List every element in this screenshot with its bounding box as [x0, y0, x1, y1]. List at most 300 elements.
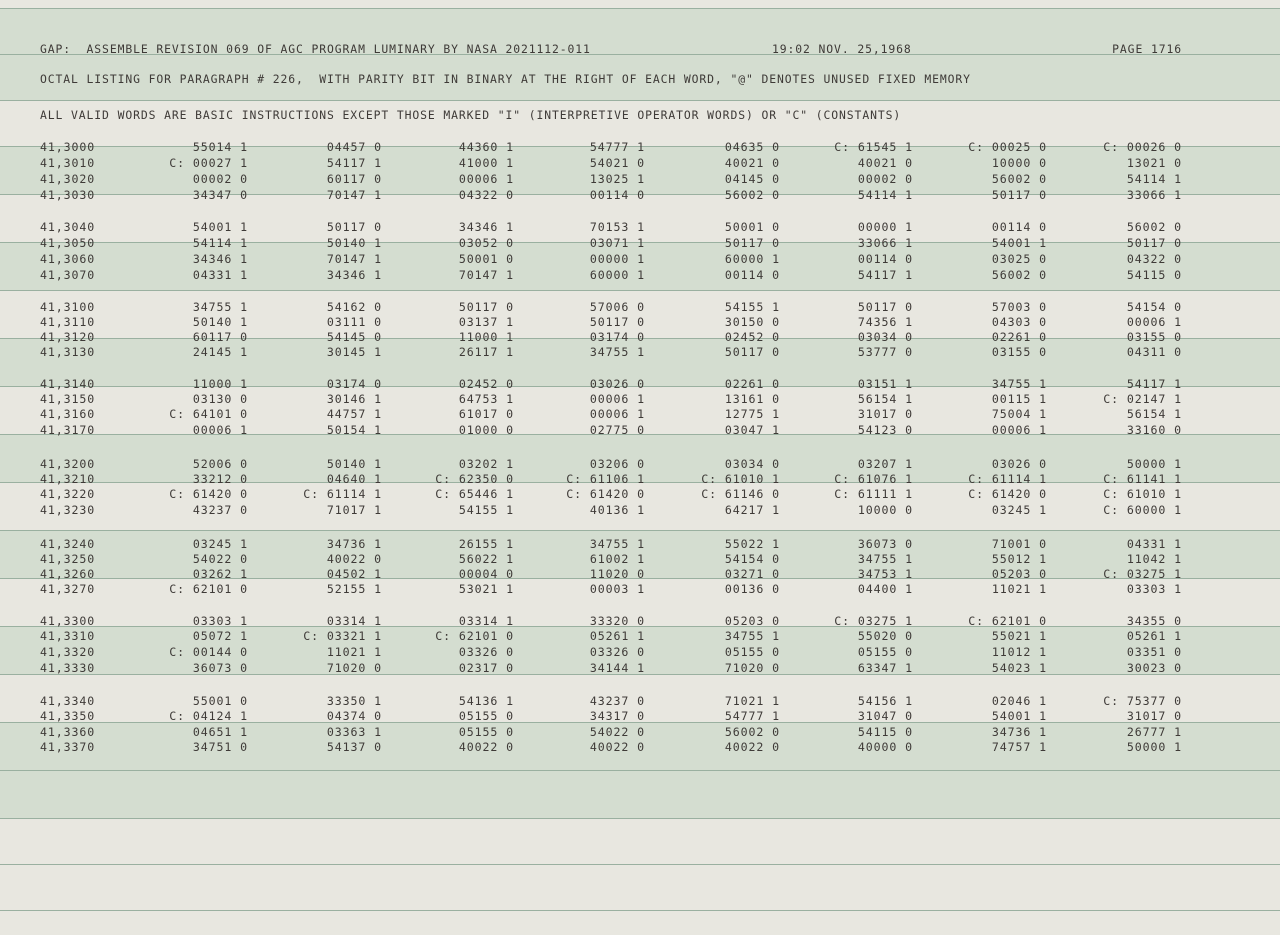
octal-word: C: 61545 1	[834, 140, 913, 154]
listing-row	[0, 220, 1280, 235]
rule-line	[0, 910, 1280, 911]
octal-word: 60000 1	[724, 252, 780, 266]
octal-word: 10000 0	[991, 156, 1047, 170]
octal-word: 71020 0	[724, 661, 780, 675]
octal-word: C: 61420 0	[169, 487, 248, 501]
octal-word: 70147 1	[326, 252, 382, 266]
octal-word: 63347 1	[857, 661, 913, 675]
listing-row	[0, 188, 1280, 203]
octal-word: C: 00025 0	[968, 140, 1047, 154]
octal-word: 55012 1	[991, 552, 1047, 566]
row-address: 41,3100	[40, 300, 96, 314]
row-address: 41,3330	[40, 661, 96, 675]
listing-row	[0, 582, 1280, 597]
octal-word: 12775 1	[724, 407, 780, 421]
octal-word: C: 61146 0	[701, 487, 780, 501]
listing-row	[0, 345, 1280, 360]
octal-word: 40000 0	[857, 740, 913, 754]
octal-word: 11000 1	[458, 330, 514, 344]
octal-word: 56022 1	[458, 552, 514, 566]
octal-word: 34347 0	[192, 188, 248, 202]
octal-word: 00006 1	[991, 423, 1047, 437]
octal-word: 43237 0	[192, 503, 248, 517]
octal-word: 00114 0	[857, 252, 913, 266]
listing-row	[0, 552, 1280, 567]
octal-word: 60117 0	[326, 172, 382, 186]
row-address: 41,3340	[40, 694, 96, 708]
row-address: 41,3150	[40, 392, 96, 406]
octal-word: 03303 1	[1126, 582, 1182, 596]
octal-word: 05155 0	[458, 709, 514, 723]
octal-word: 00006 1	[589, 392, 645, 406]
octal-word: 34736 1	[991, 725, 1047, 739]
octal-word: 33320 0	[589, 614, 645, 628]
octal-word: 40021 0	[724, 156, 780, 170]
octal-word: 10000 0	[857, 503, 913, 517]
octal-word: 54154 0	[724, 552, 780, 566]
octal-word: 03034 0	[857, 330, 913, 344]
octal-word: 30145 1	[326, 345, 382, 359]
row-address: 41,3370	[40, 740, 96, 754]
row-address: 41,3310	[40, 629, 96, 643]
octal-word: 03025 0	[991, 252, 1047, 266]
octal-word: 00003 1	[589, 582, 645, 596]
octal-word: 54154 0	[1126, 300, 1182, 314]
octal-word: 56002 0	[724, 188, 780, 202]
octal-word: C: 75377 0	[1103, 694, 1182, 708]
octal-word: C: 61111 1	[834, 487, 913, 501]
octal-word: 05155 0	[857, 645, 913, 659]
octal-word: 00114 0	[589, 188, 645, 202]
octal-word: 50001 0	[458, 252, 514, 266]
octal-word: 40021 0	[857, 156, 913, 170]
octal-word: 03155 0	[1126, 330, 1182, 344]
octal-word: 26777 1	[1126, 725, 1182, 739]
octal-word: 05203 0	[724, 614, 780, 628]
octal-word: 04331 1	[1126, 537, 1182, 551]
octal-word: 54115 0	[857, 725, 913, 739]
octal-word: 54155 1	[724, 300, 780, 314]
octal-word: 34736 1	[326, 537, 382, 551]
octal-word: 00115 1	[991, 392, 1047, 406]
octal-word: 03026 0	[589, 377, 645, 391]
listing-row	[0, 694, 1280, 709]
octal-word: C: 00027 1	[169, 156, 248, 170]
row-address: 41,3010	[40, 156, 96, 170]
row-address: 41,3360	[40, 725, 96, 739]
octal-word: 00114 0	[724, 268, 780, 282]
rule-line	[0, 530, 1280, 531]
row-address: 41,3320	[40, 645, 96, 659]
octal-word: 54155 1	[458, 503, 514, 517]
octal-word: 03174 0	[589, 330, 645, 344]
paper-band-17	[0, 818, 1280, 864]
octal-word: C: 03321 1	[303, 629, 382, 643]
octal-word: 02452 0	[458, 377, 514, 391]
octal-word: 00002 0	[857, 172, 913, 186]
octal-word: 00006 1	[458, 172, 514, 186]
octal-word: C: 61106 1	[566, 472, 645, 486]
listing-row	[0, 300, 1280, 315]
octal-word: C: 03275 1	[1103, 567, 1182, 581]
octal-word: 53021 1	[458, 582, 514, 596]
octal-word: 03047 1	[724, 423, 780, 437]
octal-word: 75004 1	[991, 407, 1047, 421]
octal-word: 54114 1	[857, 188, 913, 202]
octal-word: 33066 1	[1126, 188, 1182, 202]
octal-word: 02261 0	[991, 330, 1047, 344]
paper-band-18	[0, 864, 1280, 910]
octal-word: 44757 1	[326, 407, 382, 421]
row-address: 41,3140	[40, 377, 96, 391]
octal-word: 03151 1	[857, 377, 913, 391]
octal-word: 70153 1	[589, 220, 645, 234]
octal-word: 36073 0	[192, 661, 248, 675]
listing-row	[0, 567, 1280, 582]
octal-word: 50140 1	[326, 457, 382, 471]
listing-row	[0, 315, 1280, 330]
octal-word: C: 61141 1	[1103, 472, 1182, 486]
row-address: 41,3130	[40, 345, 96, 359]
octal-word: 04457 0	[326, 140, 382, 154]
octal-word: 24145 1	[192, 345, 248, 359]
octal-word: 30150 0	[724, 315, 780, 329]
octal-word: 71001 0	[991, 537, 1047, 551]
header-timestamp: 19:02 NOV. 25,1968	[772, 42, 912, 56]
octal-word: 55020 0	[857, 629, 913, 643]
octal-word: 05203 0	[991, 567, 1047, 581]
octal-word: C: 64101 0	[169, 407, 248, 421]
octal-word: 11000 1	[192, 377, 248, 391]
rule-line	[0, 770, 1280, 771]
octal-word: 03026 0	[991, 457, 1047, 471]
octal-word: 04145 0	[724, 172, 780, 186]
octal-word: 50117 0	[589, 315, 645, 329]
octal-word: 74757 1	[991, 740, 1047, 754]
header-octal-listing-note: OCTAL LISTING FOR PARAGRAPH # 226, WITH PARITY BIT IN BINARY AT THE RIGHT OF EACH WORD, "@" DENOTES UNUSED FIXED MEMORY	[40, 72, 971, 86]
octal-word: 02261 0	[724, 377, 780, 391]
listing-row	[0, 252, 1280, 267]
octal-word: C: 61420 0	[968, 487, 1047, 501]
octal-word: 11020 0	[589, 567, 645, 581]
listing-row	[0, 236, 1280, 251]
octal-word: C: 00144 0	[169, 645, 248, 659]
octal-word: C: 60000 1	[1103, 503, 1182, 517]
octal-word: 34346 1	[458, 220, 514, 234]
octal-word: 54021 0	[589, 156, 645, 170]
octal-word: 34755 1	[857, 552, 913, 566]
octal-word: C: 00026 0	[1103, 140, 1182, 154]
octal-word: 00006 1	[589, 407, 645, 421]
octal-word: 03207 1	[857, 457, 913, 471]
octal-word: 00000 1	[857, 220, 913, 234]
octal-word: 54001 1	[991, 709, 1047, 723]
octal-word: 03137 1	[458, 315, 514, 329]
octal-word: 30023 0	[1126, 661, 1182, 675]
octal-word: 03314 1	[326, 614, 382, 628]
octal-word: 57003 0	[991, 300, 1047, 314]
octal-word: 34755 1	[192, 300, 248, 314]
header-valid-words-note: ALL VALID WORDS ARE BASIC INSTRUCTIONS EXCEPT THOSE MARKED "I" (INTERPRETIVE OPERATOR WORDS) OR "C" (CONSTANTS)	[40, 108, 902, 122]
octal-word: 50000 1	[1126, 457, 1182, 471]
octal-word: 52155 1	[326, 582, 382, 596]
octal-word: 04311 0	[1126, 345, 1182, 359]
octal-word: 60000 1	[589, 268, 645, 282]
octal-word: 50140 1	[326, 236, 382, 250]
octal-word: 50154 1	[326, 423, 382, 437]
octal-word: C: 61010 1	[701, 472, 780, 486]
octal-word: 54117 1	[1126, 377, 1182, 391]
header-page-number: PAGE 1716	[1112, 42, 1182, 56]
octal-word: C: 61114 1	[968, 472, 1047, 486]
octal-word: 57006 0	[589, 300, 645, 314]
octal-word: 03174 0	[326, 377, 382, 391]
octal-word: 56002 0	[991, 172, 1047, 186]
octal-word: 54777 1	[589, 140, 645, 154]
octal-word: 55021 1	[991, 629, 1047, 643]
octal-word: 50117 0	[1126, 236, 1182, 250]
octal-word: C: 03275 1	[834, 614, 913, 628]
octal-word: 26155 1	[458, 537, 514, 551]
listing-row	[0, 330, 1280, 345]
octal-word: 64753 1	[458, 392, 514, 406]
octal-word: 00004 0	[458, 567, 514, 581]
octal-word: C: 61114 1	[303, 487, 382, 501]
row-address: 41,3000	[40, 140, 96, 154]
octal-word: 50117 0	[857, 300, 913, 314]
octal-word: 13025 1	[589, 172, 645, 186]
rule-line	[0, 100, 1280, 101]
row-address: 41,3160	[40, 407, 96, 421]
octal-word: 36073 0	[857, 537, 913, 551]
octal-word: 71017 1	[326, 503, 382, 517]
row-address: 41,3300	[40, 614, 96, 628]
octal-word: 03326 0	[458, 645, 514, 659]
octal-word: 56002 0	[1126, 220, 1182, 234]
octal-word: 40022 0	[326, 552, 382, 566]
octal-word: 43237 0	[589, 694, 645, 708]
octal-word: 44360 1	[458, 140, 514, 154]
listing-row	[0, 709, 1280, 724]
octal-word: C: 62101 0	[968, 614, 1047, 628]
octal-word: 61017 0	[458, 407, 514, 421]
octal-word: 00006 1	[1126, 315, 1182, 329]
row-address: 41,3070	[40, 268, 96, 282]
octal-word: 03155 0	[991, 345, 1047, 359]
octal-word: 54123 0	[857, 423, 913, 437]
octal-word: 04502 1	[326, 567, 382, 581]
octal-word: 03130 0	[192, 392, 248, 406]
octal-word: 33350 1	[326, 694, 382, 708]
octal-word: 71020 0	[326, 661, 382, 675]
octal-word: 50000 1	[1126, 740, 1182, 754]
row-address: 41,3170	[40, 423, 96, 437]
listing-row	[0, 457, 1280, 472]
octal-word: 54114 1	[1126, 172, 1182, 186]
row-address: 41,3220	[40, 487, 96, 501]
rule-line	[0, 864, 1280, 865]
octal-word: 52006 0	[192, 457, 248, 471]
octal-word: 26117 1	[458, 345, 514, 359]
octal-word: 54156 1	[857, 694, 913, 708]
octal-word: 34346 1	[326, 268, 382, 282]
octal-word: 03303 1	[192, 614, 248, 628]
octal-word: 54137 0	[326, 740, 382, 754]
octal-word: 55022 1	[724, 537, 780, 551]
listing-row	[0, 537, 1280, 552]
octal-word: 41000 1	[458, 156, 514, 170]
listing-row	[0, 487, 1280, 502]
octal-word: 34144 1	[589, 661, 645, 675]
row-address: 41,3060	[40, 252, 96, 266]
row-address: 41,3030	[40, 188, 96, 202]
octal-word: 54022 0	[192, 552, 248, 566]
octal-word: 50117 0	[991, 188, 1047, 202]
octal-word: 54023 1	[991, 661, 1047, 675]
octal-word: 56002 0	[724, 725, 780, 739]
octal-word: 00000 1	[589, 252, 645, 266]
octal-word: 04635 0	[724, 140, 780, 154]
octal-word: 13161 0	[724, 392, 780, 406]
octal-word: 54001 1	[192, 220, 248, 234]
listing-row	[0, 392, 1280, 407]
row-address: 41,3210	[40, 472, 96, 486]
octal-word: 05155 0	[458, 725, 514, 739]
octal-word: 00002 0	[192, 172, 248, 186]
row-address: 41,3350	[40, 709, 96, 723]
listing-row	[0, 377, 1280, 392]
octal-word: 54162 0	[326, 300, 382, 314]
octal-word: 03314 1	[458, 614, 514, 628]
octal-word: 56002 0	[991, 268, 1047, 282]
octal-word: 33160 0	[1126, 423, 1182, 437]
paper-top-edge	[0, 0, 1280, 8]
row-address: 41,3250	[40, 552, 96, 566]
octal-word: 00114 0	[991, 220, 1047, 234]
listing-row	[0, 629, 1280, 644]
octal-word: 64217 1	[724, 503, 780, 517]
rule-line	[0, 818, 1280, 819]
octal-word: 34753 1	[857, 567, 913, 581]
octal-word: 11021 1	[326, 645, 382, 659]
listing-row	[0, 140, 1280, 155]
octal-word: 03351 0	[1126, 645, 1182, 659]
octal-word: 05261 1	[1126, 629, 1182, 643]
octal-word: 55001 0	[192, 694, 248, 708]
octal-word: 33212 0	[192, 472, 248, 486]
octal-word: 50117 0	[724, 236, 780, 250]
listing-row	[0, 661, 1280, 676]
octal-word: 74356 1	[857, 315, 913, 329]
octal-word: 04640 1	[326, 472, 382, 486]
octal-word: 02452 0	[724, 330, 780, 344]
octal-word: 02046 1	[991, 694, 1047, 708]
row-address: 41,3020	[40, 172, 96, 186]
octal-word: C: 62350 0	[435, 472, 514, 486]
octal-word: 50140 1	[192, 315, 248, 329]
octal-word: 33066 1	[857, 236, 913, 250]
octal-word: 13021 0	[1126, 156, 1182, 170]
octal-word: 54145 0	[326, 330, 382, 344]
octal-word: 03271 0	[724, 567, 780, 581]
octal-word: 61002 1	[589, 552, 645, 566]
octal-word: 11021 1	[991, 582, 1047, 596]
octal-word: C: 04124 1	[169, 709, 248, 723]
row-address: 41,3230	[40, 503, 96, 517]
octal-word: 03206 0	[589, 457, 645, 471]
octal-word: 02317 0	[458, 661, 514, 675]
octal-word: 40022 0	[589, 740, 645, 754]
octal-word: 54114 1	[192, 236, 248, 250]
listing-row	[0, 503, 1280, 518]
octal-word: 34755 1	[724, 629, 780, 643]
octal-word: 05261 1	[589, 629, 645, 643]
octal-word: 03262 1	[192, 567, 248, 581]
octal-word: 60117 0	[192, 330, 248, 344]
octal-word: 03034 0	[724, 457, 780, 471]
header-assembly-title: GAP: ASSEMBLE REVISION 069 OF AGC PROGRAM LUMINARY BY NASA 2021112-011	[40, 42, 591, 56]
row-address: 41,3270	[40, 582, 96, 596]
octal-word: 34355 0	[1126, 614, 1182, 628]
octal-word: C: 62101 0	[169, 582, 248, 596]
row-address: 41,3200	[40, 457, 96, 471]
octal-word: C: 61420 0	[566, 487, 645, 501]
octal-word: C: 61076 1	[834, 472, 913, 486]
octal-word: 05155 0	[724, 645, 780, 659]
octal-word: 30146 1	[326, 392, 382, 406]
listing-row	[0, 725, 1280, 740]
octal-word: 40022 0	[458, 740, 514, 754]
octal-word: 40022 0	[724, 740, 780, 754]
octal-word: 34751 0	[192, 740, 248, 754]
listing-row	[0, 423, 1280, 438]
octal-word: C: 02147 1	[1103, 392, 1182, 406]
octal-word: 04374 0	[326, 709, 382, 723]
octal-word: 70147 1	[458, 268, 514, 282]
row-address: 41,3260	[40, 567, 96, 581]
octal-word: 54117 1	[326, 156, 382, 170]
rule-line	[0, 290, 1280, 291]
octal-word: 03202 1	[458, 457, 514, 471]
octal-word: 34317 0	[589, 709, 645, 723]
octal-word: 53777 0	[857, 345, 913, 359]
octal-word: 00136 0	[724, 582, 780, 596]
row-address: 41,3050	[40, 236, 96, 250]
octal-word: 03111 0	[326, 315, 382, 329]
octal-word: 50117 0	[458, 300, 514, 314]
octal-word: 04651 1	[192, 725, 248, 739]
octal-word: 50117 0	[724, 345, 780, 359]
row-address: 41,3120	[40, 330, 96, 344]
octal-word: 03052 0	[458, 236, 514, 250]
row-address: 41,3240	[40, 537, 96, 551]
octal-word: 03363 1	[326, 725, 382, 739]
listing-row	[0, 740, 1280, 755]
listing-row	[0, 472, 1280, 487]
octal-word: 55014 1	[192, 140, 248, 154]
octal-word: 71021 1	[724, 694, 780, 708]
octal-word: 34755 1	[589, 537, 645, 551]
octal-word: 34755 1	[589, 345, 645, 359]
octal-word: 03245 1	[991, 503, 1047, 517]
octal-word: 03071 1	[589, 236, 645, 250]
octal-word: 05072 1	[192, 629, 248, 643]
octal-word: 54022 0	[589, 725, 645, 739]
listing-row	[0, 172, 1280, 187]
octal-word: 56154 1	[1126, 407, 1182, 421]
octal-word: 70147 1	[326, 188, 382, 202]
octal-word: C: 61010 1	[1103, 487, 1182, 501]
